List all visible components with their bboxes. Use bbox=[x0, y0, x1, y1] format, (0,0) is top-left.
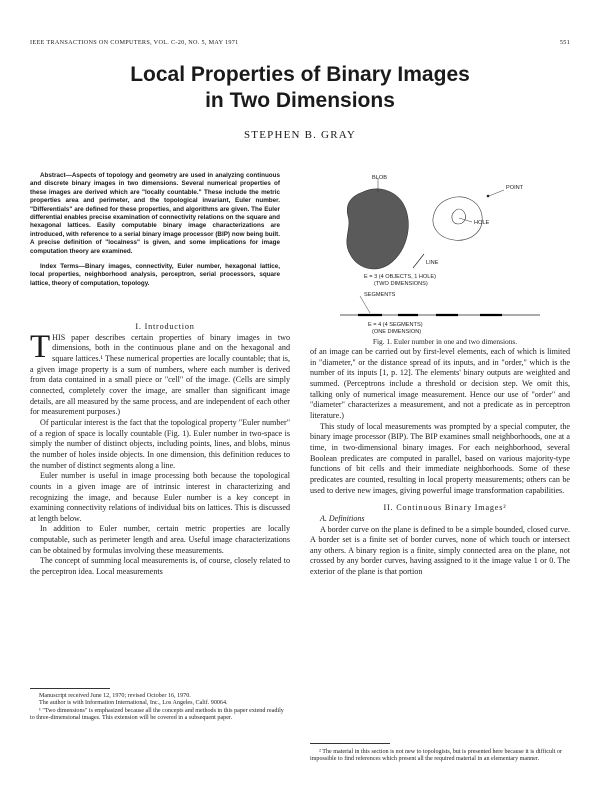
section-heading-introduction: I. Introduction bbox=[135, 322, 195, 331]
label-line: LINE bbox=[426, 260, 439, 266]
running-head-journal: IEEE TRANSACTIONS ON COMPUTERS, VOL. C-20, NO. 5, MAY 1971 bbox=[30, 39, 239, 46]
abstract-text: Abstract—Aspects of topology and geometry are used in analyzing continuous and discrete binary images in two dimensions. Several numerical properties of these images are derived which are "locally countable." These include the metric properties area and perimeter, and the topological invariant, Euler number. "Differentials" are defined for these properties, and algorithms are given. The Euler differential enables precise examination of connectivity relations on the square and hexagonal lattices. Easily computable binary image characterizations are introduced, with reference to a serial binary image processor (BIP) now being built. A precise definition of "localness" is given, and some implications for image computation theory are examined. bbox=[30, 172, 280, 255]
label-hole: HOLE bbox=[474, 220, 490, 226]
paragraph: The concept of summing local measurements is, of course, closely related to the perceptron idea. Local measurements bbox=[30, 556, 290, 577]
column-left bbox=[30, 322, 290, 578]
footnote-2: ² The material in this section is not new to topologists, but is presented here because it is difficult or impossible to find references which present all the required material in an elementary manner. bbox=[310, 749, 562, 763]
paragraph: of an image can be carried out by first-level elements, each of which is limited in "diameter," or the distance spread of its inputs, and in "order," which is the number of its inputs [1, p. 12]. The elements' binary outputs are weighted and summed. (Perceptrons include a threshold or decision step. We omit this, talking only of numerical image measurement. Hence our use of "order" and "diameter" characterizes a measurement, and not a predicate as in perceptron literature.) bbox=[310, 347, 570, 420]
ring-object bbox=[433, 197, 482, 240]
footnote-rule bbox=[30, 688, 110, 689]
label-1d-euler: E = 4 (4 SEGMENTS) bbox=[368, 322, 423, 328]
running-head bbox=[30, 39, 570, 46]
index-terms: Index Terms—Binary images, connectivity, Euler number, hexagonal lattice, local properties, neighborhood analysis, perceptron, serial processors, square lattice, theory of computation, topology. bbox=[30, 263, 280, 287]
footnotes-left bbox=[30, 693, 290, 723]
title-line-2: in Two Dimensions bbox=[205, 89, 395, 112]
title-line-1: Local Properties of Binary Images bbox=[130, 63, 470, 86]
paragraph: In addition to Euler number, certain metric properties are locally computable, such as perimeter length and area. Useful image characterizations can be obtained by formulas involving these measurements. bbox=[30, 524, 290, 555]
label-1d-dimension: (ONE DIMENSION) bbox=[372, 329, 422, 335]
label-point: POINT bbox=[506, 185, 524, 191]
page-number: 551 bbox=[559, 39, 570, 46]
drop-cap: T bbox=[30, 328, 51, 365]
paper-title bbox=[0, 62, 600, 114]
label-blob: BLOB bbox=[372, 175, 387, 181]
footnote-1: ¹ "Two dimensions" is emphasized because all the concepts and methods in this paper extend readily to three-dimensional images. This extension will be covered in a subsequent paper. bbox=[30, 707, 284, 722]
paragraph: This study of local measurements was prompted by a special computer, the binary image processor (BIP). The BIP examines small neighborhoods, one at a time, in two-dimensional binary images. For each neighborhood, several Boolean predicates are computed in parallel, based on various majority-type functions of bit cells and their immediate neighborhoods. Some of these predicates are counted, resulting in local property measurements; others can be used to derive new images, giving powerful image transformation capabilities. bbox=[310, 421, 570, 495]
footnote-rule-right bbox=[310, 743, 390, 744]
paragraph: Euler number is useful in image processing both because the topological counts in a given image are of intrinsic interest in characterizing and recognizing the image, and because Euler number is a key concept in examining connectivity relations of individual bits on lattices. This is discussed at length below. bbox=[30, 471, 290, 523]
paragraph: A border curve on the plane is defined to be a simple bounded, closed curve. A border set is a finite set of border curves, none of which touch or intersect any others. A binary region is a finite, simply connected area on the plane, not crossed by any border curves, having assigned to it the image value 1 or 0. The exterior of the plane is that portion bbox=[310, 524, 570, 577]
column-right bbox=[310, 347, 570, 578]
label-2d-euler: E = 3 (4 OBJECTS, 1 HOLE) bbox=[364, 274, 436, 280]
blob-shape bbox=[347, 189, 409, 269]
section-heading-continuous: II. Continuous Binary Images² bbox=[383, 503, 507, 513]
footnote-author: The author is with Information International, Inc., Los Angeles, Calif. 90064. bbox=[39, 700, 228, 707]
abstract-block bbox=[30, 172, 280, 288]
author-name: STEPHEN B. GRAY bbox=[243, 129, 357, 141]
point-dot bbox=[487, 195, 490, 198]
paragraph: Of particular interest is the fact that the topological property "Euler number" of a region of space is locally countable (Fig. 1). Euler number in two-space is simply the number of distinct objects, including points, lines, and blobs, minus the number of holes inside objects. In one dimension, this definition reduces to the number of distinct segments along a line. bbox=[30, 417, 290, 470]
point-pointer bbox=[489, 190, 504, 196]
figure-1-drawing bbox=[318, 170, 570, 345]
figure-caption: Fig. 1. Euler number in one and two dimensions. bbox=[372, 337, 518, 346]
footnote-received: Manuscript received June 12, 1970; revised October 16, 1970. bbox=[39, 693, 191, 699]
label-2d-dimension: (TWO DIMENSIONS) bbox=[374, 281, 428, 287]
segments-pointer bbox=[360, 296, 370, 313]
paragraph bbox=[30, 328, 290, 418]
line-object bbox=[413, 254, 424, 268]
label-segments: SEGMENTS bbox=[364, 292, 396, 298]
figure-1 bbox=[318, 170, 570, 345]
paragraph-text: HIS paper describes certain properties of binary images in two dimensions, both in the continuous plane and on the hexagonal and square lattices.¹ These numerical properties are locally countable; that is, a given image property is a sum of numbers, where each number is derived from data contained in a small piece or "cell" of the image. (Cells are simply connected, completely cover the image, are smaller than significant image details, are all measured by the same process, and are independent of each other for measurement purposes.) bbox=[30, 332, 290, 417]
footnotes-right bbox=[310, 749, 570, 764]
subsection-heading: A. Definitions bbox=[320, 513, 365, 523]
